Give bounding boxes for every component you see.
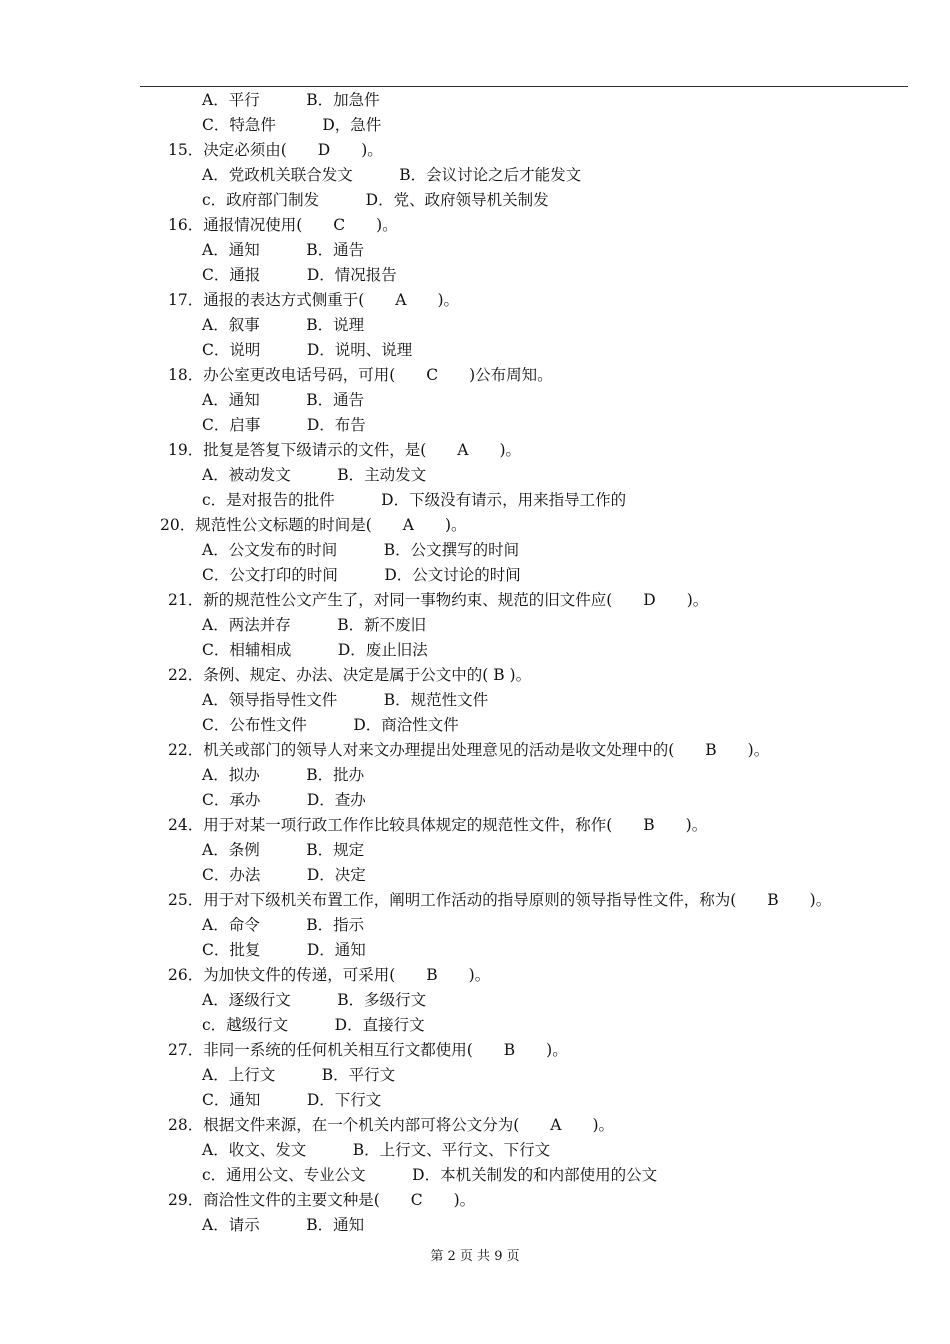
option-line: A．领导指导性文件 B．规范性文件 (202, 691, 489, 709)
option-line: A．党政机关联合发文 B．会议讨论之后才能发文 (202, 166, 582, 184)
question-line: 22．条例、规定、办法、决定是属于公文中的( B )。 (168, 666, 532, 684)
question-line: 20．规范性公文标题的时间是( A )。 (160, 516, 467, 534)
option-line: A．公文发布的时间 B．公文撰写的时间 (202, 541, 520, 559)
option-line: A．被动发文 B．主动发文 (202, 466, 427, 484)
question-line: 26．为加快文件的传递，可采用( B )。 (168, 966, 491, 984)
option-line: C．启事 D．布告 (202, 416, 366, 434)
option-line: A．通知 B．通告 (202, 391, 365, 409)
option-line: c．是对报告的批件 D．下级没有请示，用来指导工作的 (202, 491, 627, 509)
option-line: C．特急件 D，急件 (202, 116, 382, 134)
question-line: 16．通报情况使用( C )。 (168, 216, 398, 234)
option-line: C．承办 D．查办 (202, 791, 366, 809)
option-line: c．政府部门制发 D．党、政府领导机关制发 (202, 191, 549, 209)
question-line: 25．用于对下级机关布置工作，阐明工作活动的指导原则的领导指导性文件，称为( B )。 (168, 891, 832, 909)
option-line: C．办法 D．决定 (202, 866, 366, 884)
option-line: C．说明 D．说明、说理 (202, 341, 413, 359)
option-line: A．上行文 B．平行文 (202, 1066, 396, 1084)
option-line: A．条例 B．规定 (202, 841, 365, 859)
question-line: 17．通报的表达方式侧重于( A )。 (168, 291, 460, 309)
option-line: A．拟办 B．批办 (202, 766, 365, 784)
option-line: A．平行 B．加急件 (202, 91, 380, 109)
option-line: A．叙事 B．说理 (202, 316, 365, 334)
option-line: A．逐级行文 B．多级行文 (202, 991, 427, 1009)
option-line: A．两法并存 B．新不废旧 (202, 616, 427, 634)
option-line: A．通知 B．通告 (202, 241, 365, 259)
page-footer: 第 2 页 共 9 页 (430, 1249, 520, 1264)
option-line: A．收文、发文 B．上行文、平行文、下行文 (202, 1141, 551, 1159)
header-rule (140, 86, 908, 87)
question-line: 27．非同一系统的任何机关相互行文都使用( B )。 (168, 1041, 568, 1059)
option-line: C．公布性文件 D．商洽性文件 (202, 716, 459, 734)
question-line: 19．批复是答复下级请示的文件，是( A )。 (168, 441, 522, 459)
option-line: c．越级行文 D．直接行文 (202, 1016, 425, 1034)
option-line: C．批复 D．通知 (202, 941, 366, 959)
question-line: 29．商洽性文件的主要文种是( C )。 (168, 1191, 476, 1209)
question-line: 15．决定必须由( D )。 (168, 141, 383, 159)
question-line: 21．新的规范性公文产生了，对同一事物约束、规范的旧文件应( D )。 (168, 591, 709, 609)
option-line: C．通知 D．下行文 (202, 1091, 382, 1109)
option-line: C．通报 D．情况报告 (202, 266, 397, 284)
question-line: 22．机关或部门的领导人对来文办理提出处理意见的活动是收文处理中的( B )。 (168, 741, 770, 759)
option-line: A．命令 B．指示 (202, 916, 365, 934)
question-line: 24．用于对某一项行政工作作比较具体规定的规范性文件，称作( B )。 (168, 816, 708, 834)
option-line: A．请示 B．通知 (202, 1216, 365, 1234)
option-line: c．通用公文、专业公文 D．本机关制发的和内部使用的公文 (202, 1166, 658, 1184)
question-line: 28．根据文件来源，在一个机关内部可将公文分为( A )。 (168, 1116, 615, 1134)
option-line: C．相辅相成 D．废止旧法 (202, 641, 428, 659)
question-line: 18．办公室更改电话号码，可用( C )公布周知。 (168, 366, 553, 384)
option-line: C．公文打印的时间 D．公文讨论的时间 (202, 566, 521, 584)
